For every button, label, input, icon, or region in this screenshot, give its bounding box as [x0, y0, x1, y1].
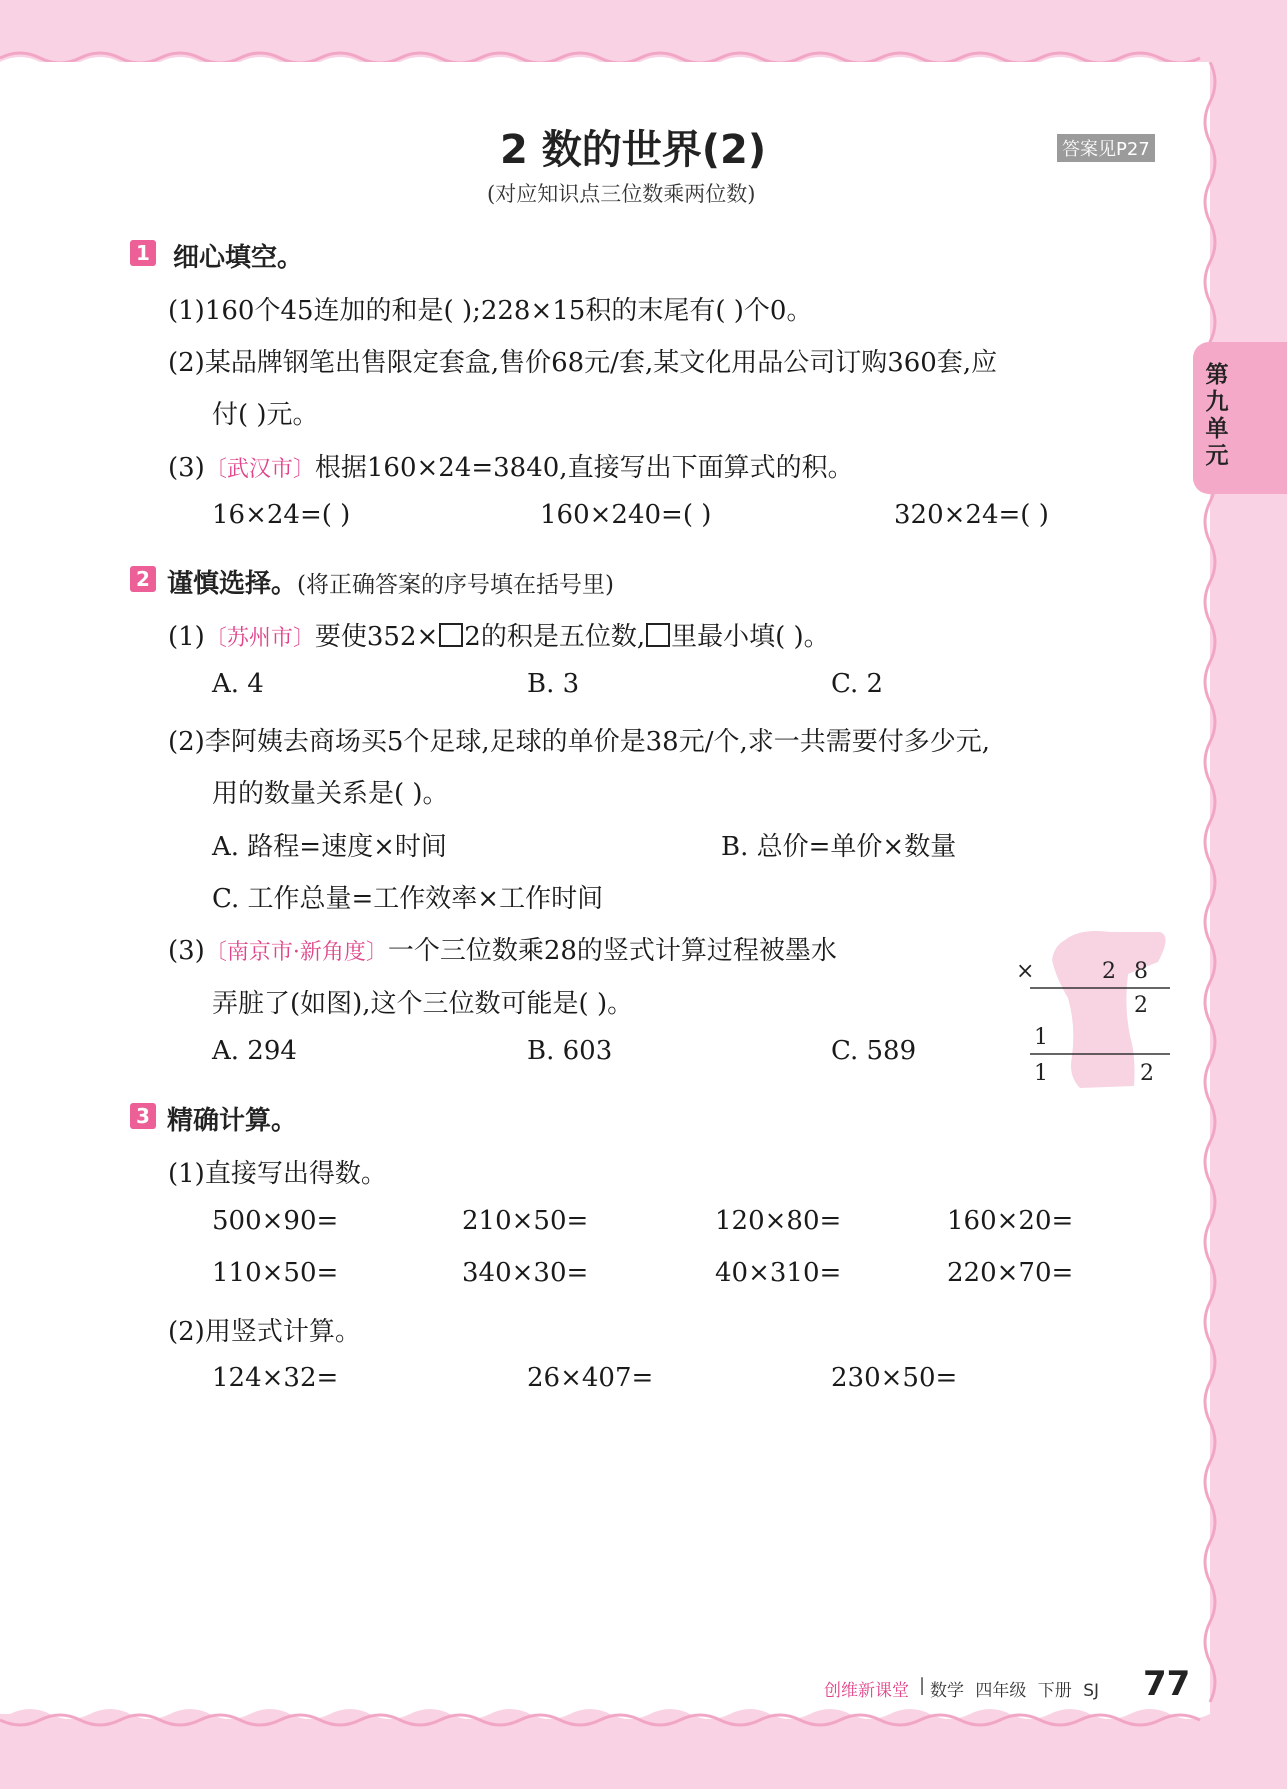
s1-question-3 — [168, 447, 854, 484]
section-2-title — [167, 563, 614, 600]
fig-times-sign: × — [1016, 959, 1035, 984]
decorative-frame-right — [1190, 62, 1230, 1714]
s2-question-1 — [168, 616, 830, 653]
s1-expression-3: 320×24=( ) — [894, 500, 1049, 530]
s3-vertical-calc-3: 230×50= — [831, 1363, 958, 1393]
s3-vertical-calc-1: 124×32= — [212, 1363, 339, 1393]
section-2-title-text: 谨慎选择。 — [167, 569, 298, 599]
s2-q1-text-c: 里最小填( )。 — [671, 622, 830, 652]
s2-q1-option-a: A. 4 — [212, 669, 264, 699]
fig-result-digit-1: 1 — [1034, 1061, 1048, 1086]
footer-book-info: 数学 四年级 下册 SJ — [930, 1681, 1100, 1701]
page-title: 2 数的世界(2) — [500, 127, 767, 173]
s2-q1-prefix: (1) — [168, 622, 205, 652]
s3-calc-4: 160×20= — [947, 1206, 1074, 1236]
s2-q3-text: 一个三位数乘28的竖式计算过程被墨水 — [387, 936, 837, 966]
page-subtitle: (对应知识点三位数乘两位数) — [487, 182, 756, 206]
s3-calc-6: 340×30= — [462, 1258, 589, 1288]
s1-q3-text: 根据160×24=3840,直接写出下面算式的积。 — [314, 453, 854, 483]
s3-calc-5: 110×50= — [212, 1258, 339, 1288]
s2-q1-text-a: 要使352× — [314, 622, 439, 652]
section-1-number-badge: 1 — [130, 240, 156, 266]
decorative-frame-bottom — [0, 1690, 1287, 1789]
s2-q3-option-c: C. 589 — [831, 1036, 917, 1066]
s2-q1-region-tag: 〔苏州市〕 — [204, 626, 315, 651]
page-number: 77 — [1143, 1664, 1191, 1704]
section-3-title: 精确计算。 — [167, 1106, 298, 1136]
s3-vertical-calc-2: 26×407= — [527, 1363, 654, 1393]
fig-partial-2: 1 — [1034, 1025, 1048, 1050]
s2-q3-prefix: (3) — [168, 936, 205, 966]
blank-square-icon — [646, 623, 670, 647]
s2-q1-option-b: B. 3 — [527, 669, 580, 699]
s1-question-1: (1)160个45连加的和是( );228×15积的末尾有( )个0。 — [168, 296, 813, 326]
s1-expression-2: 160×240=( ) — [540, 500, 712, 530]
fig-digit-8: 8 — [1134, 959, 1148, 984]
s3-calc-8: 220×70= — [947, 1258, 1074, 1288]
s2-q2-option-c: C. 工作总量=工作效率×工作时间 — [212, 884, 604, 914]
answer-reference-badge: 答案见P27 — [1057, 134, 1155, 162]
s3-calc-2: 210×50= — [462, 1206, 589, 1236]
s1-q3-region-tag: 〔武汉市〕 — [204, 457, 315, 482]
section-1-title: 细心填空。 — [173, 243, 304, 273]
s3-question-1: (1)直接写出得数。 — [168, 1159, 387, 1189]
s1-expression-1: 16×24=( ) — [212, 500, 351, 530]
s2-q1-option-c: C. 2 — [831, 669, 884, 699]
s1-question-2-line2: 付( )元。 — [212, 400, 319, 430]
fig-result-digit-2: 2 — [1140, 1061, 1154, 1086]
s2-question-2-line2: 用的数量关系是( )。 — [212, 779, 449, 809]
s2-q3-region-tag: 〔南京市·新角度〕 — [204, 940, 388, 965]
s2-question-3-line2: 弄脏了(如图),这个三位数可能是( )。 — [212, 989, 634, 1019]
ink-stained-multiplication-figure — [1010, 926, 1180, 1096]
fig-digit-2: 2 — [1102, 959, 1116, 984]
section-2-number-badge: 2 — [130, 566, 156, 592]
footer-brand: 创维新课堂 — [824, 1681, 909, 1701]
s3-calc-7: 40×310= — [715, 1258, 842, 1288]
s2-q3-option-a: A. 294 — [212, 1036, 297, 1066]
s3-calc-1: 500×90= — [212, 1206, 339, 1236]
s3-question-2: (2)用竖式计算。 — [168, 1317, 361, 1347]
section-3-number-badge: 3 — [130, 1103, 156, 1129]
unit-side-label: 第九单元 — [1205, 362, 1229, 469]
fig-partial-1: 2 — [1134, 993, 1148, 1018]
s2-q3-option-b: B. 603 — [527, 1036, 613, 1066]
s2-q2-option-a: A. 路程=速度×时间 — [212, 832, 447, 862]
s2-question-3-line1 — [168, 930, 837, 967]
s2-q1-text-b: 2的积是五位数, — [464, 622, 646, 652]
blank-square-icon — [439, 623, 463, 647]
footer-separator: | — [919, 1675, 926, 1696]
s2-q2-option-b: B. 总价=单价×数量 — [721, 832, 957, 862]
s1-q3-prefix: (3) — [168, 453, 205, 483]
s3-calc-3: 120×80= — [715, 1206, 842, 1236]
section-2-note: (将正确答案的序号填在括号里) — [297, 572, 614, 598]
s1-question-2-line1: (2)某品牌钢笔出售限定套盒,售价68元/套,某文化用品公司订购360套,应 — [168, 348, 998, 378]
s2-question-2-line1: (2)李阿姨去商场买5个足球,足球的单价是38元/个,求一共需要付多少元, — [168, 727, 991, 757]
